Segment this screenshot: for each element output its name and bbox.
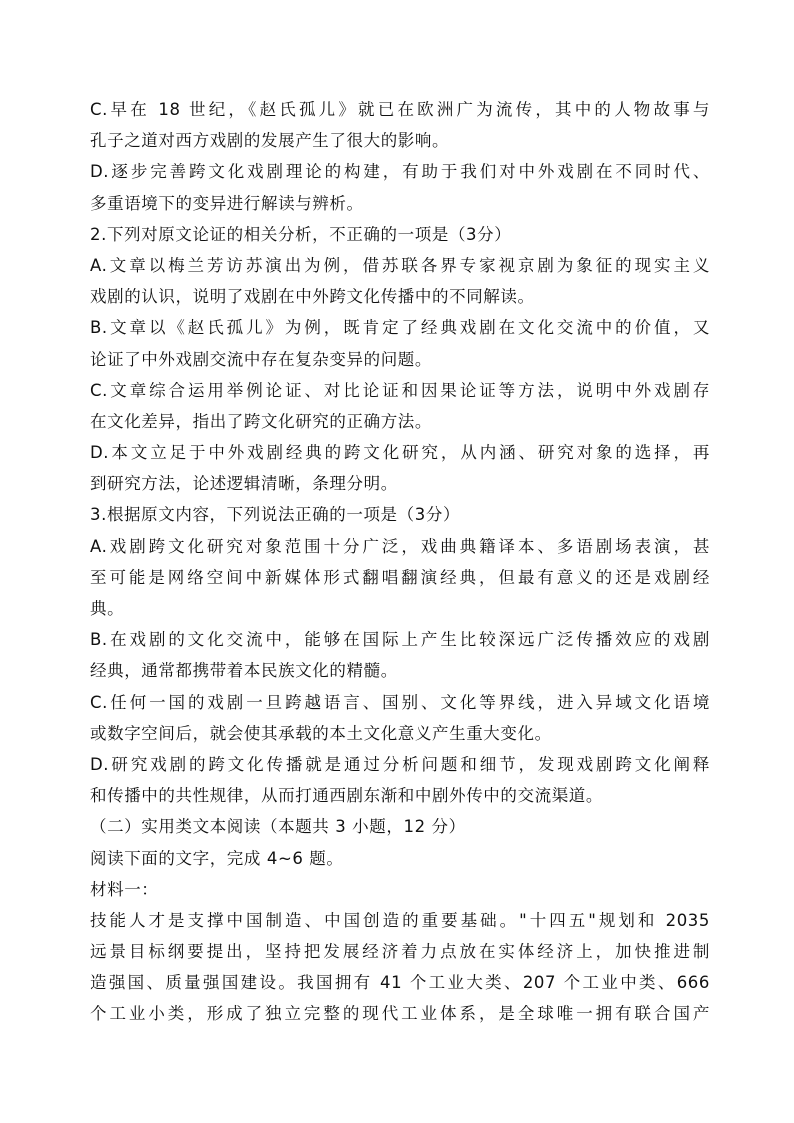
text-line: 远景目标纲要提出，坚持把发展经济着力点放在实体经济上，加快推进制 [90,942,710,962]
text-line: B.文章以《赵氏孤儿》为例，既肯定了经典戏剧在文化交流中的价值，又 [90,318,710,338]
text-line: B.在戏剧的文化交流中，能够在国际上产生比较深远广泛传播效应的戏剧 [90,630,710,650]
text-line: 戏剧的认识，说明了戏剧在中外跨文化传播中的不同解读。 [90,287,535,307]
text-line: 技能人才是支撑中国制造、中国创造的重要基础。"十四五"规划和 2035 [90,910,710,930]
text-line: 论证了中外戏剧交流中存在复杂变异的问题。 [90,349,432,369]
text-line: 或数字空间后，就会使其承载的本土文化意义产生重大变化。 [90,723,552,743]
text-line: 材料一： [90,879,159,899]
text-line: D.逐步完善跨文化戏剧理论的构建，有助于我们对中外戏剧在不同时代、 [90,162,710,182]
text-line: 在文化差异，指出了跨文化研究的正确方法。 [90,411,432,431]
text-line: D.本文立足于中外戏剧经典的跨文化研究，从内涵、研究对象的选择，再 [90,443,710,463]
text-line: C.文章综合运用举例论证、对比论证和因果论证等方法，说明中外戏剧存 [90,380,710,400]
text-line: 经典，通常都携带着本民族文化的精髓。 [90,661,398,681]
text-line: 3.根据原文内容，下列说法正确的一项是（3分） [90,505,461,525]
text-line: 和传播中的共性规律，从而打通西剧东渐和中剧外传中的交流渠道。 [90,786,603,806]
text-line: 个工业小类，形成了独立完整的现代工业体系，是全球唯一拥有联合国产 [90,1004,710,1024]
text-line: 孔子之道对西方戏剧的发展产生了很大的影响。 [90,131,450,151]
text-line: A.戏剧跨文化研究对象范围十分广泛，戏曲典籍译本、多语剧场表演，甚 [90,536,710,556]
text-line: C.早在 18 世纪，《赵氏孤儿》就已在欧洲广为流传，其中的人物故事与 [90,100,710,119]
text-line: 多重语境下的变异进行解读与辨析。 [90,193,364,213]
text-line: 造强国、质量强国建设。我国拥有 41 个工业大类、207 个工业中类、666 [90,973,710,993]
text-line: 阅读下面的文字，完成 4~6 题。 [90,848,344,868]
text-line: D.研究戏剧的跨文化传播就是通过分析问题和细节，发现戏剧跨文化阐释 [90,754,710,774]
text-line: 2.下列对原文论证的相关分析，不正确的一项是（3分） [90,224,512,244]
document-body [90,94,710,1030]
text-line: A.文章以梅兰芳访苏演出为例，借苏联各界专家视京剧为象征的现实主义 [90,255,710,275]
text-line: 至可能是网络空间中新媒体形式翻唱翻演经典，但最有意义的还是戏剧经 [90,567,710,587]
text-line: （二）实用类文本阅读（本题共 3 小题，12 分） [90,817,466,837]
text-line: C.任何一国的戏剧一旦跨越语言、国别、文化等界线，进入异域文化语境 [90,692,710,712]
text-line: 典。 [90,599,125,618]
text-line: 到研究方法，论述逻辑清晰，条理分明。 [90,474,398,494]
